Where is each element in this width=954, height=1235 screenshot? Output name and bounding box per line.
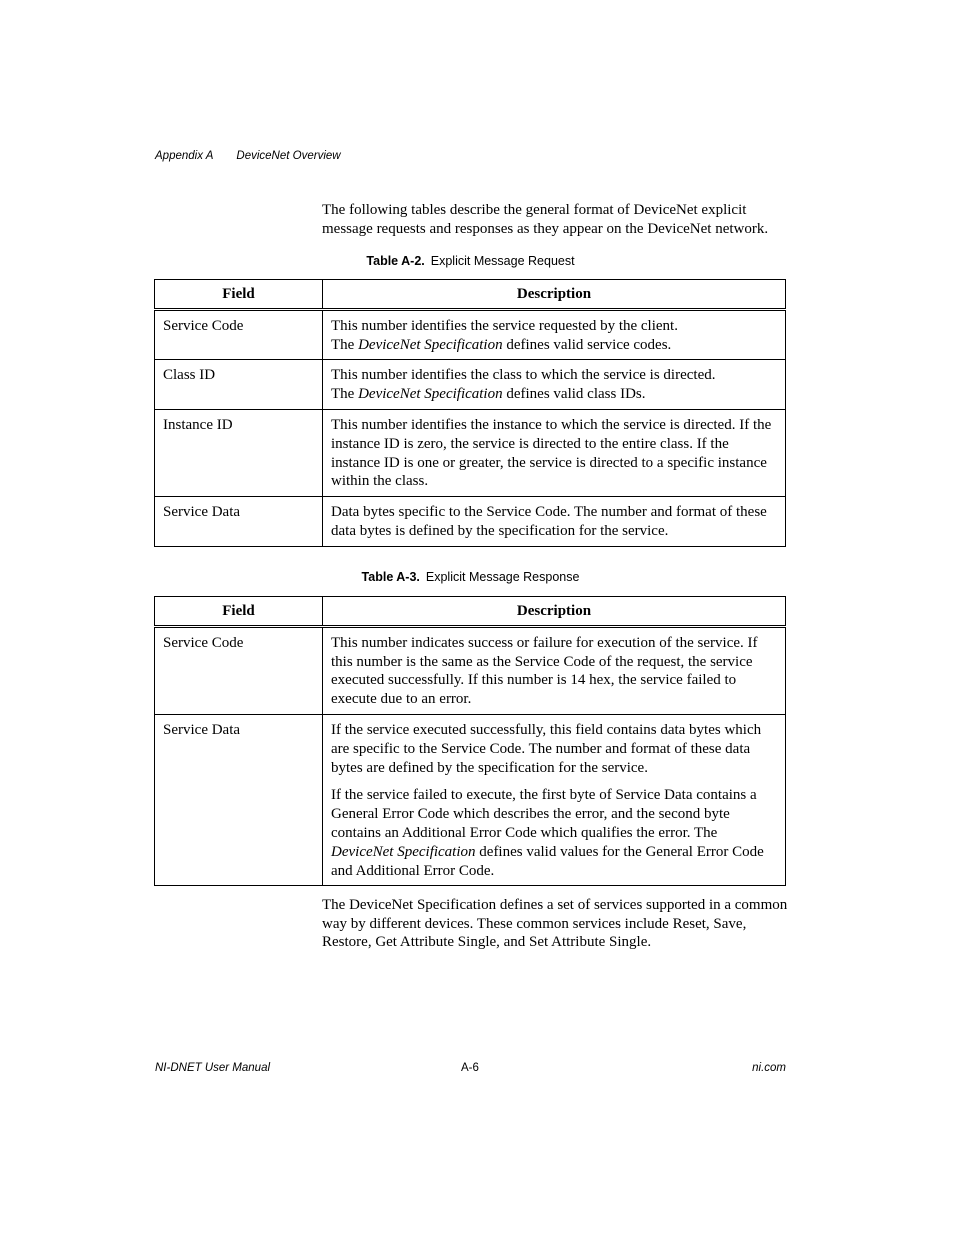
description-cell: This number identifies the instance to which the service is directed. If the instance ID is zero, the service is directed to the entire class. If the instance ID is one or greater, the service is directed to a specific instance within the class. (323, 409, 786, 496)
explicit-message-response-table (154, 596, 786, 886)
description-line: The DeviceNet Specification defines valid class IDs. (331, 386, 646, 403)
table-header-row (155, 280, 786, 310)
table-a3-caption (155, 570, 786, 584)
caption-title: Explicit Message Response (425, 570, 580, 584)
description-line: This number identifies the class to which the service is directed. (331, 367, 716, 384)
caption-number: Table A-3. (361, 570, 420, 584)
intro-paragraph: The following tables describe the general format of DeviceNet explicit message requests and responses as they appear on the DeviceNet network. (322, 202, 769, 237)
table-row (155, 497, 786, 547)
field-cell: Service Data (155, 714, 323, 885)
field-cell: Service Code (155, 626, 323, 714)
footer-website: ni.com (752, 1062, 786, 1074)
description-line: The DeviceNet Specification defines valid service codes. (331, 336, 672, 353)
field-cell: Class ID (155, 360, 323, 410)
field-cell: Service Data (155, 497, 323, 547)
table-row (155, 714, 786, 885)
explicit-message-request-table (154, 279, 786, 547)
description-cell (323, 309, 786, 360)
table-row (155, 409, 786, 496)
column-header-description: Description (323, 597, 786, 627)
column-header-field: Field (155, 597, 323, 627)
field-cell: Service Code (155, 309, 323, 360)
table-row (155, 360, 786, 410)
table-a2-caption (155, 254, 786, 268)
table-row (155, 309, 786, 360)
closing-paragraph: The DeviceNet Specification defines a set of services supported in a common way by different devices. These common services include Reset, Save, Restore, Get Attribute Single, and Set Attribute Single. (322, 897, 788, 950)
description-paragraph: If the service executed successfully, this field contains data bytes which are specific to the Service Code. The number and format of these data bytes are defined by the specification for the service. (331, 721, 762, 776)
spec-title: DeviceNet Specification (358, 336, 503, 353)
running-header (155, 150, 341, 162)
header-appendix: Appendix A (155, 150, 214, 162)
header-section: DeviceNet Overview (236, 150, 341, 162)
description-cell (323, 714, 786, 885)
description-cell: This number indicates success or failure for execution of the service. If this number is the same as the Service Code of the request, the service executed successfully. If this number is 14 hex, the service failed to execute due to an error. (323, 626, 786, 714)
description-line: This number identifies the service requested by the client. (331, 317, 678, 334)
table-row (155, 626, 786, 714)
description-cell: Data bytes specific to the Service Code. The number and format of these data bytes is defined by the specification for the service. (323, 497, 786, 547)
table-header-row (155, 597, 786, 627)
footer-page-number: A-6 (461, 1062, 479, 1074)
spec-title: DeviceNet Specification (358, 386, 503, 403)
spec-title: DeviceNet Specification (331, 843, 476, 860)
field-cell: Instance ID (155, 409, 323, 496)
description-cell (323, 360, 786, 410)
caption-title: Explicit Message Request (430, 254, 575, 268)
column-header-description: Description (323, 280, 786, 310)
column-header-field: Field (155, 280, 323, 310)
caption-number: Table A-2. (366, 254, 425, 268)
description-paragraph: If the service failed to execute, the first byte of Service Data contains a General Error Code which describes the error, and the second byte contains an Additional Error Code which qualifies the error. The DeviceNet Specification defines valid values for the General Error Code and Additional Error Code. (331, 787, 764, 879)
footer-manual-title: NI-DNET User Manual (155, 1062, 271, 1074)
